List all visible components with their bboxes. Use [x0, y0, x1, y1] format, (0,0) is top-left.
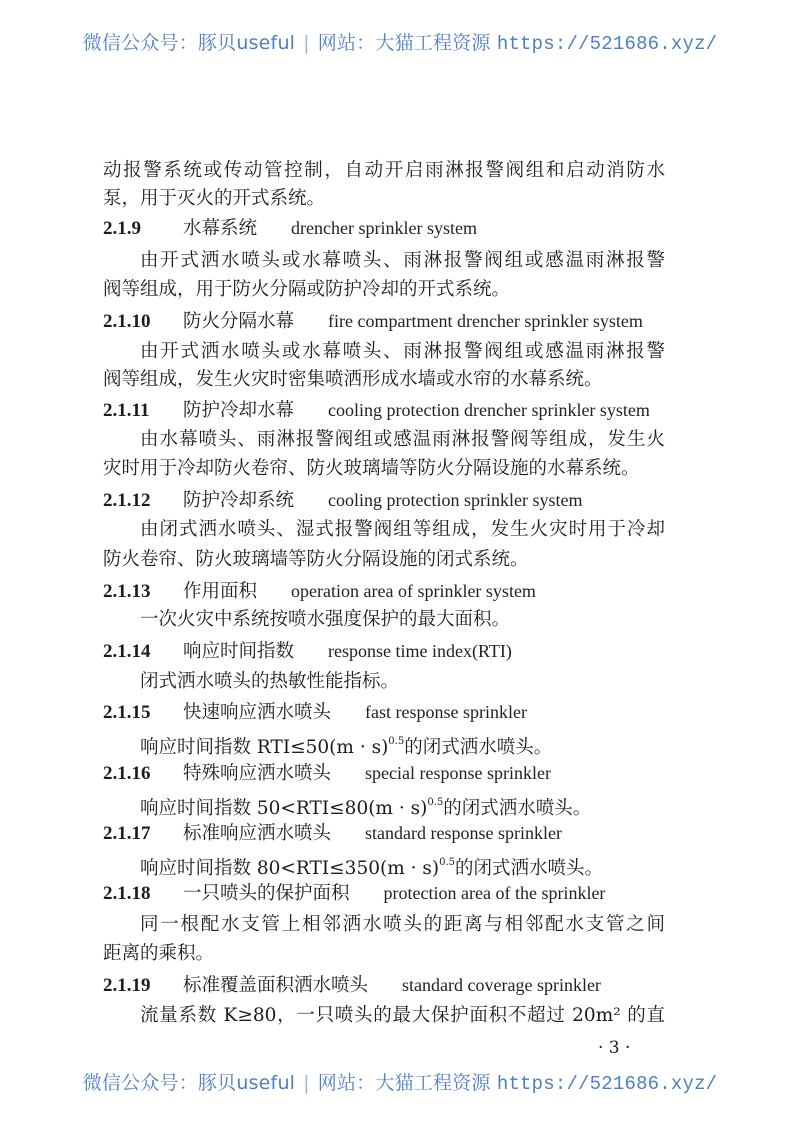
watermark-left: 微信公众号：豚贝useful	[82, 1072, 296, 1094]
definition-text: 阀等组成，发生火灾时密集喷洒形成水墙或水帘的水幕系统。	[103, 369, 603, 390]
term-number: 2.1.17	[103, 823, 151, 844]
term-english: drencher sprinkler system	[291, 218, 477, 238]
term-english: standard coverage sprinkler	[402, 975, 601, 995]
definition-line	[140, 340, 665, 364]
definition-line	[140, 1004, 665, 1028]
definition-line	[103, 278, 665, 302]
definition-text-end: 的闭式洒水喷头。	[443, 798, 592, 819]
exponent: 0.5	[388, 736, 405, 747]
term-heading	[103, 881, 665, 906]
definition-text: 闭式洒水喷头的热敏性能指标。	[140, 671, 400, 692]
watermark-url[interactable]: https://521686.xyz/	[496, 33, 718, 55]
definition-text: 距离的乘积。	[103, 943, 215, 964]
term-chinese: 响应时间指数	[183, 641, 295, 662]
watermark-url[interactable]: https://521686.xyz/	[496, 1073, 718, 1095]
term-chinese: 快速响应洒水喷头	[183, 702, 332, 723]
definition-text: 响应时间指数 RTI≤50(m · s)	[140, 737, 389, 758]
definition-text: 由开式洒水喷头或水幕喷头、雨淋报警阀组或感温雨淋报警	[140, 341, 665, 362]
term-heading	[103, 309, 665, 334]
term-heading	[103, 398, 665, 423]
intro-line: 泵，用于灭火的开式系统。	[103, 188, 326, 209]
term-number: 2.1.19	[103, 975, 151, 996]
term-english: special response sprinkler	[365, 763, 551, 783]
term-heading	[103, 761, 665, 786]
term-english: response time index(RTI)	[328, 641, 512, 661]
term-chinese: 防护冷却水幕	[183, 400, 295, 421]
definition-text: 灾时用于冷却防火卷帘、防火玻璃墙等防火分隔设施的水幕系统。	[103, 458, 640, 479]
term-english: fast response sprinkler	[365, 702, 527, 722]
term-chinese: 标准覆盖面积洒水喷头	[183, 975, 369, 996]
definition-line	[140, 670, 665, 694]
term-chinese: 水幕系统	[183, 218, 258, 239]
definition-line	[140, 428, 665, 452]
term-number: 2.1.18	[103, 883, 151, 904]
term-heading	[103, 700, 665, 725]
definition-line	[140, 851, 665, 881]
term-chinese: 特殊响应洒水喷头	[183, 763, 332, 784]
definition-text: 由闭式洒水喷头、湿式报警阀组等组成，发生火灾时用于冷却	[140, 519, 665, 540]
term-number: 2.1.11	[103, 400, 150, 421]
watermark-left: 微信公众号：豚贝useful	[82, 32, 296, 54]
exponent: 0.5	[439, 857, 456, 868]
definition-text-end: 的闭式洒水喷头。	[404, 737, 553, 758]
watermark-separator: |	[303, 1072, 310, 1094]
exponent: 0.5	[427, 797, 444, 808]
definition-text: 一次火灾中系统按喷水强度保护的最大面积。	[140, 609, 511, 630]
term-heading	[103, 488, 665, 513]
definition-text: 由开式洒水喷头或水幕喷头、雨淋报警阀组或感温雨淋报警	[140, 250, 665, 271]
page-number: · 3 ·	[598, 1038, 631, 1058]
definition-line	[140, 249, 665, 273]
definition-text: 由水幕喷头、雨淋报警阀组或感温雨淋报警阀等组成，发生火	[140, 429, 665, 450]
term-english: cooling protection sprinkler system	[328, 490, 583, 510]
definition-text: 响应时间指数 80<RTI≤350(m · s)	[140, 858, 440, 879]
term-english: standard response sprinkler	[365, 823, 562, 843]
definition-text-end: 的闭式洒水喷头。	[455, 858, 604, 879]
term-heading	[103, 821, 665, 846]
definition-line	[103, 368, 665, 392]
definition-text: 同一根配水支管上相邻洒水喷头的距离与相邻配水支管之间	[140, 914, 665, 935]
term-english: cooling protection drencher sprinkler system	[328, 400, 650, 420]
watermark-bottom	[0, 1068, 800, 1095]
watermark-top	[0, 28, 800, 55]
intro-line: 动报警系统或传动管控制，自动开启雨淋报警阀组和启动消防水	[103, 160, 665, 181]
watermark-separator: |	[303, 32, 310, 54]
term-heading	[103, 639, 665, 664]
watermark-site: 网站：大猫工程资源	[317, 1072, 491, 1094]
definition-text: 阀等组成，用于防火分隔或防护冷却的开式系统。	[103, 279, 511, 300]
term-heading	[103, 579, 665, 604]
definition-line	[140, 791, 665, 821]
term-english: protection area of the sprinkler	[383, 883, 606, 903]
definition-line	[103, 942, 665, 966]
definition-line	[103, 548, 665, 572]
term-chinese: 防火分隔水幕	[183, 311, 295, 332]
term-number: 2.1.9	[103, 218, 141, 239]
watermark-site: 网站：大猫工程资源	[317, 32, 491, 54]
term-chinese: 防护冷却系统	[183, 490, 295, 511]
definition-line	[140, 730, 665, 760]
term-number: 2.1.15	[103, 702, 151, 723]
term-chinese: 作用面积	[183, 581, 258, 602]
term-chinese: 标准响应洒水喷头	[183, 823, 332, 844]
term-number: 2.1.10	[103, 311, 151, 332]
definition-line	[140, 608, 665, 632]
definition-text: 防火卷帘、防火玻璃墙等防火分隔设施的闭式系统。	[103, 549, 529, 570]
term-number: 2.1.12	[103, 490, 151, 511]
term-heading	[103, 973, 665, 998]
term-english: operation area of sprinkler system	[291, 581, 536, 601]
term-chinese: 一只喷头的保护面积	[183, 883, 350, 904]
definition-line	[140, 518, 665, 542]
definition-text: 响应时间指数 50<RTI≤80(m · s)	[140, 798, 428, 819]
term-english: fire compartment drencher sprinkler system	[328, 311, 643, 331]
term-number: 2.1.14	[103, 641, 151, 662]
term-number: 2.1.16	[103, 763, 151, 784]
term-number: 2.1.13	[103, 581, 151, 602]
definition-line	[103, 457, 665, 481]
definition-text: 流量系数 K≥80，一只喷头的最大保护面积不超过 20m² 的直	[140, 1005, 665, 1026]
definition-line	[140, 913, 665, 937]
term-heading	[103, 216, 665, 241]
